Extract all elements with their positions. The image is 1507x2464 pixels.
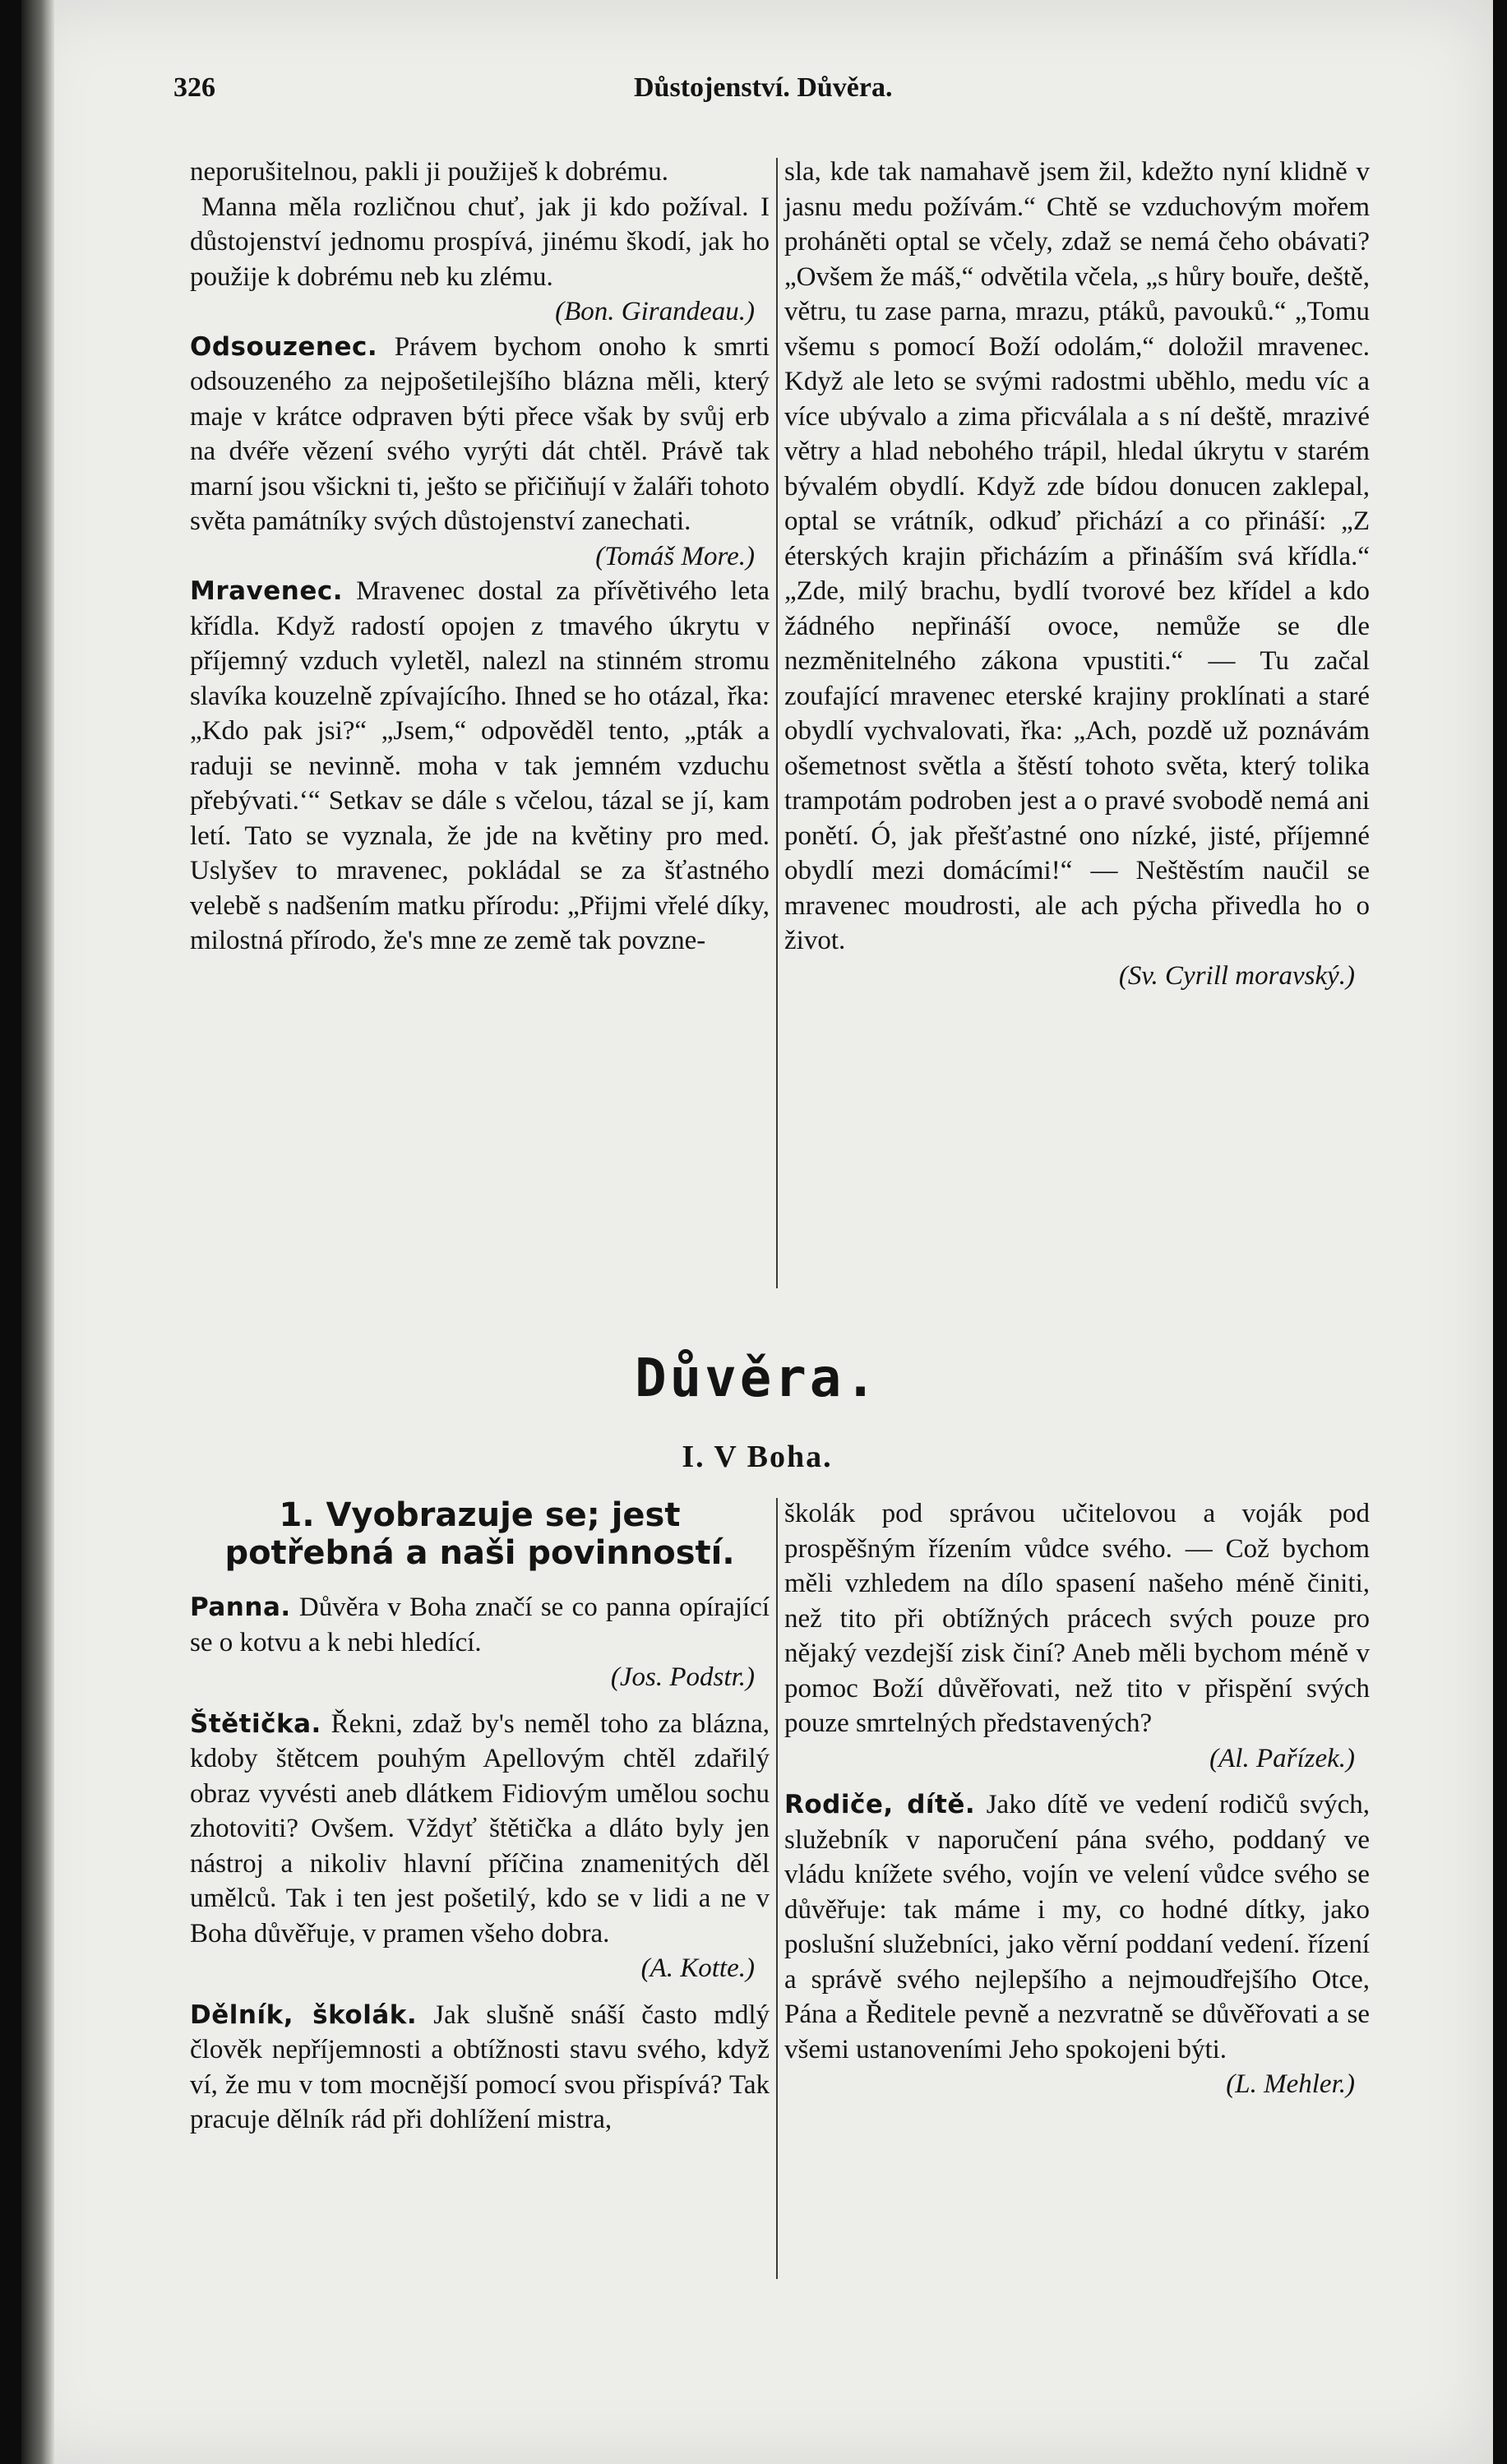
book-page [21,0,1493,2464]
entry-text: Důvěra v Boha značí se co panna opírající se o kotvu a k nebi hledící. [190,1593,770,1657]
entry-mravenec [190,574,770,959]
bottom-left-column [190,1496,770,2138]
section-title: Důvěra. [635,1348,880,1409]
page-edge-shadow [21,0,54,2464]
entry-text: Právem bychom onoho k smrti odsouzeného za nejpošetilejšího blázna měli, který maje v krátce odpraven býti přece však by svůj erb na dvéře vězení svého vyrýti dát chtěl. Právě tak marní jsou všickni ti, ješto se přičiňují v žaláři tohoto světa památníky svých důstojenství zanechati. [190,331,770,536]
page-number: 326 [173,72,215,103]
running-title: Důstojenství. Důvěra. [634,72,893,103]
entry-text: Jak slušně snáší často mdlý člověk nepříjemnosti a obtížnosti stavu svého, když ví, že mu v tom mocnější pomocí svou přispívá? Tak pracuje dělník rád při dohlížení mistra, [190,1999,770,2134]
citation: (Sv. Cyrill moravský.) [1118,960,1355,991]
entry-lemma: Štětička. [190,1708,321,1739]
citation: (A. Kotte.) [640,1953,755,1983]
column-divider [776,158,778,1288]
entry-panna [190,1590,770,1660]
top-left-column [190,155,770,959]
paragraph: Manna měla rozličnou chuť, jak ji kdo požíval. I důstojenství jednomu prospívá, jinému škodí, jak ho použije k dobrému neb ku zlému. [190,192,770,292]
paragraph: školák pod správou učitelovou a voják pod prospěšným řízením vůdce svého. — Což bychom měli vzhledem na dílo spasení našeho méně činiti, než tito při obtížných prácech svých pouze pro nějaký vezdejší zisk činí? Aneb měli bychom méně v pomoc Boží důvěřovati, než tito v přispění svých pouze smrtelných představených? [784,1499,1370,1738]
entry-lemma: Dělník, školák. [190,1999,418,2030]
entry-rodice [784,1787,1370,2067]
paragraph: neporušitelnou, pakli ji použiješ k dobrému. [190,157,668,187]
entry-lemma: Mravenec. [190,576,344,606]
subsection-title: I. V Boha. [682,1440,833,1474]
paragraph: sla, kde tak namahavě jsem žil, kdežto nyní klidně v jasnu medu požívám.“ Chtě se vzduchovým mořem proháněti optal se včely, zdaž se nemá čeho obávati? „Ovšem že máš,“ odvětila včela, „s hůry bouře, deště, větru, tu zase parna, mrazu, ptáků, pavouků.“ „Tomu všemu s pomocí Boží odolám,“ doložil mravenec. Když ale leto se svými radostmi uběhlo, medu víc a více ubývalo a zima přicválala a s ní deště, mrazivé větry a hlad nebohého trápil, hledal úkrytu v starém bývalém obydlí. Když zde bídou donucen zaklepal, optal se vrátník, odkuď přichází a co přináší: „Z éterských krajin přicházím a přináším svá křídla.“ „Zde, milý brachu, bydlí tvorové bez křídel a kdo žádného nepřináší ovoce, nemůže se dle nezměnitelného zákona vpustiti.“ — Tu začal zoufající mravenec eterské krajiny proklínati a staré obydlí vychvalovati, řka: „Ach, pozdě už poznávám ošemetnost světla a štěstí tohoto světa, který tolika trampotám podroben jest a o pravé svobodě nemá ani ponětí. Ó, jak přešťastné ono nízké, jisté, příjemné obydlí mezi domácími!“ — Neštěstím naučil se mravenec moudrosti, ale ach pýcha přivedla ho o život. [784,157,1370,955]
entry-lemma: Panna. [190,1593,291,1622]
column-divider [776,1498,778,2279]
citation: (Al. Pařízek.) [1209,1743,1355,1773]
citation: (L. Mehler.) [1226,2069,1355,2099]
entry-text: Jako dítě ve vedení rodičů svých, služebník v naporučení pána svého, poddaný ve vládu knížete svého, vojín ve velení vůdce svého se důvěřuje: tak máme i my, co hodné dítky, jako poslušní služebníci, jako věrní poddaní vedení. řízení a správě svého nejlepšího a nejmoudřejšího Otce, Pána a Ředitele pevně a nezvratně se důvěřovati a se všemi ustanoveními Jeho spokojeni býti. [784,1790,1370,2064]
bottom-right-column [784,1496,1370,2102]
entry-steticka [190,1707,770,1952]
entry-lemma: Odsouzenec. [190,331,378,362]
citation: (Tomáš More.) [595,541,755,571]
entry-odsouzenec [190,330,770,539]
top-right-column [784,155,1370,993]
page-header [173,72,1407,113]
entry-text: Řekni, zdaž by's neměl toho za blázna, kdoby štětcem pouhým Apellovým chtěl zdařilý obraz vyvésti aneb dlátkem Fidiovým umělou sochu zhotoviti? Ovšem. Vždyť štětička a dláto byly jen nástroj a nikoliv hlavní příčina znamenitých děl umělců. Tak i ten jest pošetilý, kdo se v lidi a ne v Boha důvěřuje, v pramen všeho dobra. [190,1708,770,1949]
entry-text: Mravenec dostal za přívětivého leta křídla. Když radostí opojen z tmavého úkrytu v příjemný vzduch vyletěl, nalezl na stinném stromu slavíka kouzelně zpívajícího. Ihned se ho otázal, řka: „Kdo pak jsi?“ „Jsem,“ odpověděl tento, „pták a raduji se nevinně. moha v tak jemném vzduchu přebývati.‘“ Setkav se dále s včelou, tázal se jí, kam letí. Tato se vyznala, že jde na květiny pro med. Uslyšev to mravenec, pokládal se za šťastného velebě s nadšením matku přírodu: „Přijmi vřelé díky, milostná přírodo, že's mne ze země tak povzne- [190,576,770,955]
citation: (Bon. Girandeau.) [555,297,755,326]
chapter-heading: 1. Vyobrazuje se; jest potřebná a naši povinností. [224,1496,735,1572]
entry-delnik [190,1998,770,2138]
citation: (Jos. Podstr.) [610,1662,755,1692]
entry-lemma: Rodiče, dítě. [784,1790,976,1819]
